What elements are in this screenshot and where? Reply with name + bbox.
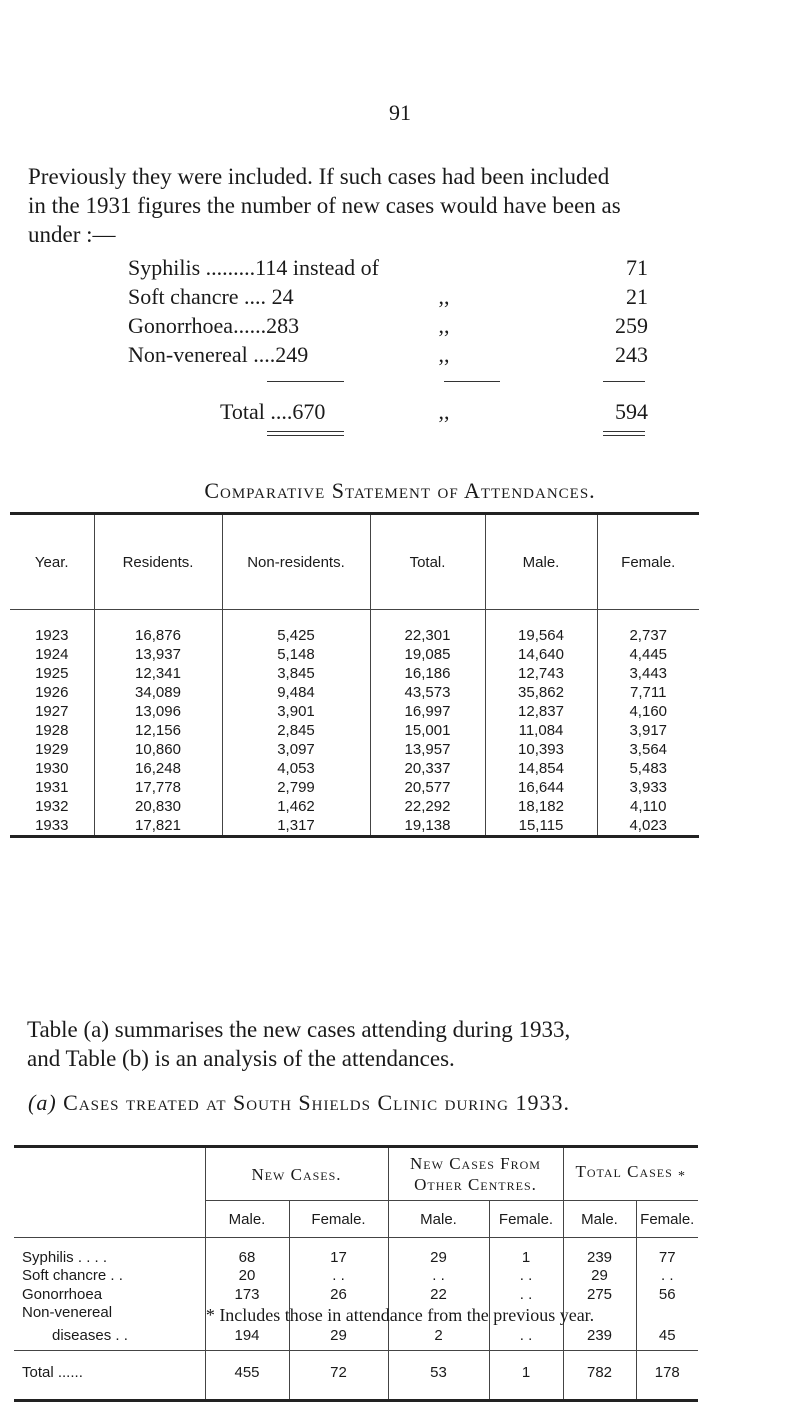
table-row [10, 610, 699, 646]
comparison-total-reported: 594 [615, 399, 648, 424]
total-value: 1 [489, 1351, 563, 1401]
cell-residents: 20,830 [94, 797, 222, 816]
table-header-row [10, 514, 699, 610]
cell-total: 19,138 [370, 816, 485, 837]
comparison-row [128, 311, 648, 340]
cell-non-residents: 5,148 [222, 645, 370, 664]
cell-value: 29 [289, 1321, 388, 1351]
subcolumn-header: Male. [563, 1201, 636, 1238]
cell-non-residents: 1,462 [222, 797, 370, 816]
row-label: Gonorrhoea [22, 1285, 103, 1303]
cell-value: 239 [563, 1321, 636, 1351]
cell-total: 22,292 [370, 797, 485, 816]
comparison-1931-value: 249 [275, 342, 309, 367]
cell-male: 19,564 [485, 610, 597, 646]
cell-female: 4,445 [597, 645, 699, 664]
comparison-reported-value: 71 [626, 255, 648, 280]
cases-table [14, 1145, 698, 1402]
cell-year: 1925 [35, 665, 69, 682]
intro-paragraph [28, 162, 768, 249]
total-value: 178 [636, 1351, 698, 1401]
cell-residents: 17,821 [94, 816, 222, 837]
cell-value: 173 [205, 1285, 289, 1304]
column-header: Female. [597, 514, 699, 610]
table-row [10, 778, 699, 797]
column-header: Non-residents. [222, 514, 370, 610]
comparison-1931-value: 114 [255, 255, 288, 280]
asterisk-marker: * [678, 1169, 687, 1184]
cases-table-title [28, 1090, 788, 1116]
total-value: 53 [388, 1351, 489, 1401]
total-double-rule [603, 431, 645, 436]
comparison-row [128, 282, 648, 311]
cell-value: 239 [563, 1238, 636, 1266]
table-row [10, 759, 699, 778]
attendances-title: Comparative Statement of Attendances. [204, 478, 596, 503]
cell-residents: 13,937 [94, 645, 222, 664]
comparison-list [128, 253, 648, 426]
cell-value: . . [489, 1321, 563, 1351]
cell-female: 4,110 [597, 797, 699, 816]
cell-residents: 12,156 [94, 721, 222, 740]
cell-year: 1933 [10, 816, 94, 837]
cell-year: 1926 [35, 684, 69, 701]
cell-value: 29 [388, 1238, 489, 1266]
table-row [10, 797, 699, 816]
cell-value: . . [388, 1266, 489, 1285]
comparison-label: Non-venereal .... [128, 342, 276, 367]
table-row [10, 683, 699, 702]
comparison-label: Syphilis ......... [128, 255, 256, 280]
cell-value: 2 [388, 1321, 489, 1351]
cases-title-text: Cases treated at South Shields Clinic during 1933. [63, 1090, 570, 1115]
cell-residents: 16,876 [94, 610, 222, 646]
subcolumn-header: Female. [636, 1201, 698, 1238]
cell-year: 1932 [35, 798, 69, 815]
summary-line: and Table (b) is an analysis of the attendances. [27, 1046, 455, 1071]
cell-value: 275 [563, 1285, 636, 1304]
total-value: 455 [205, 1351, 289, 1401]
cell-total: 13,957 [370, 740, 485, 759]
row-label: Soft chancre . . [22, 1266, 123, 1284]
subcolumn-header: Female. [289, 1201, 388, 1238]
cell-total: 19,085 [370, 645, 485, 664]
cell-residents: 10,860 [94, 740, 222, 759]
total-row [14, 1351, 698, 1401]
cell-year: 1924 [35, 646, 69, 663]
table-row [14, 1266, 698, 1285]
total-value: 72 [289, 1351, 388, 1401]
cell-value: 26 [289, 1285, 388, 1304]
comparison-1931-value: 24 [271, 284, 294, 309]
comparison-1931-value: 283 [266, 313, 300, 338]
sum-rule [603, 381, 645, 382]
row-label: Non-venereal [22, 1303, 113, 1321]
footnote: * Includes those in attendance from the previous year. [205, 1305, 595, 1325]
cell-total: 22,301 [370, 610, 485, 646]
group-header-total [563, 1147, 698, 1201]
group-header: New Cases From Other Centres. [388, 1147, 563, 1201]
cell-non-residents: 4,053 [222, 759, 370, 778]
column-header: Total. [370, 514, 485, 610]
cell-value: 20 [205, 1266, 289, 1285]
cell-value: . . [489, 1266, 563, 1285]
summary-paragraph [27, 1015, 767, 1073]
comparison-reported-value: 243 [615, 342, 648, 367]
cell-male: 35,862 [485, 683, 597, 702]
cell-total: 20,577 [370, 778, 485, 797]
column-header: Residents. [94, 514, 222, 610]
row-label: Syphilis . . . . [22, 1248, 108, 1266]
subcolumn-header: Female. [489, 1201, 563, 1238]
cell-non-residents: 1,317 [222, 816, 370, 837]
cell-female: 3,443 [597, 664, 699, 683]
cell-female: 3,917 [597, 721, 699, 740]
cell-value: 1 [489, 1238, 563, 1266]
cell-female: 2,737 [597, 610, 699, 646]
cell-female: 4,160 [597, 702, 699, 721]
cell-total: 16,997 [370, 702, 485, 721]
total-value: 782 [563, 1351, 636, 1401]
cell-year: 1923 [35, 627, 69, 644]
cell-male: 16,644 [485, 778, 597, 797]
row-label: diseases . . [52, 1326, 128, 1344]
cell-non-residents: 9,484 [222, 683, 370, 702]
table-row [14, 1285, 698, 1304]
comparison-total-label: Total .... [220, 399, 293, 424]
table-row [14, 1238, 698, 1266]
cell-value: 56 [636, 1285, 698, 1304]
cell-year: 1927 [35, 703, 69, 720]
cell-male: 15,115 [485, 816, 597, 837]
comparison-connector: ,, [438, 342, 450, 367]
table-row [10, 816, 699, 837]
cell-non-residents: 3,097 [222, 740, 370, 759]
subcolumn-header: Male. [205, 1201, 289, 1238]
table-row [10, 721, 699, 740]
comparison-connector: ,, [438, 399, 450, 424]
sum-rule [267, 381, 344, 382]
comparison-row [128, 253, 648, 282]
table-row [10, 664, 699, 683]
cell-value: 45 [636, 1321, 698, 1351]
cell-male: 11,084 [485, 721, 597, 740]
cell-female: 3,564 [597, 740, 699, 759]
comparison-reported-value: 259 [615, 313, 648, 338]
cell-female: 7,711 [597, 683, 699, 702]
cell-male: 12,743 [485, 664, 597, 683]
cell-non-residents: 3,845 [222, 664, 370, 683]
cell-year: 1928 [35, 722, 69, 739]
cell-male: 18,182 [485, 797, 597, 816]
column-header: Male. [485, 514, 597, 610]
cell-male: 14,640 [485, 645, 597, 664]
cell-residents: 12,341 [94, 664, 222, 683]
cell-total: 20,337 [370, 759, 485, 778]
comparison-total-row [128, 397, 648, 426]
cell-residents: 13,096 [94, 702, 222, 721]
cell-male: 14,854 [485, 759, 597, 778]
comparison-connector: ,, [438, 284, 450, 309]
group-header-row [14, 1147, 698, 1201]
table-row [10, 740, 699, 759]
comparison-reported-value: 21 [626, 284, 648, 309]
comparison-total-1931: 670 [292, 399, 326, 424]
cell-non-residents: 3,901 [222, 702, 370, 721]
cell-value: 68 [205, 1238, 289, 1266]
cell-female: 3,933 [597, 778, 699, 797]
cell-total: 16,186 [370, 664, 485, 683]
cell-residents: 17,778 [94, 778, 222, 797]
cell-year: 1930 [35, 760, 69, 777]
comparison-row [128, 340, 648, 369]
cell-value: 29 [563, 1266, 636, 1285]
comparison-connector: instead of [292, 255, 379, 280]
sum-rule [444, 381, 500, 382]
table-row [10, 702, 699, 721]
cell-female: 4,023 [597, 816, 699, 837]
cell-value: . . [636, 1266, 698, 1285]
intro-line: under :— [28, 222, 116, 247]
cell-non-residents: 2,799 [222, 778, 370, 797]
summary-line: Table (a) summarises the new cases attending during 1933, [27, 1017, 571, 1042]
subcolumn-header: Male. [388, 1201, 489, 1238]
page-number: 91 [389, 100, 411, 125]
intro-line: in the 1931 figures the number of new cases would have been as [28, 193, 621, 218]
column-header: Year. [10, 514, 94, 610]
cell-value: 17 [289, 1238, 388, 1266]
blank-corner-cell [14, 1147, 205, 1238]
cell-female: 5,483 [597, 759, 699, 778]
cell-value: 22 [388, 1285, 489, 1304]
intro-line: Previously they were included. If such cases had been included [28, 164, 610, 189]
cell-value: 77 [636, 1238, 698, 1266]
attendances-table [10, 512, 699, 838]
cell-year: 1929 [35, 741, 69, 758]
cell-total: 43,573 [370, 683, 485, 702]
cell-male: 12,837 [485, 702, 597, 721]
cell-non-residents: 2,845 [222, 721, 370, 740]
cases-title-prefix: (a) [28, 1090, 57, 1115]
comparison-label: Soft chancre .... [128, 284, 272, 309]
cell-year: 1931 [35, 779, 69, 796]
cell-residents: 16,248 [94, 759, 222, 778]
comparison-label: Gonorrhoea...... [128, 313, 267, 338]
cell-non-residents: 5,425 [222, 610, 370, 646]
group-header: New Cases. [205, 1147, 388, 1201]
cell-total: 15,001 [370, 721, 485, 740]
total-label: Total ...... [14, 1351, 205, 1401]
table-row [10, 645, 699, 664]
cell-value: . . [289, 1266, 388, 1285]
group-header: Total Cases [575, 1162, 673, 1181]
cell-male: 10,393 [485, 740, 597, 759]
total-double-rule [267, 431, 344, 436]
comparison-connector: ,, [438, 313, 450, 338]
cell-value: 194 [205, 1321, 289, 1351]
cell-value: . . [489, 1285, 563, 1304]
cell-residents: 34,089 [94, 683, 222, 702]
